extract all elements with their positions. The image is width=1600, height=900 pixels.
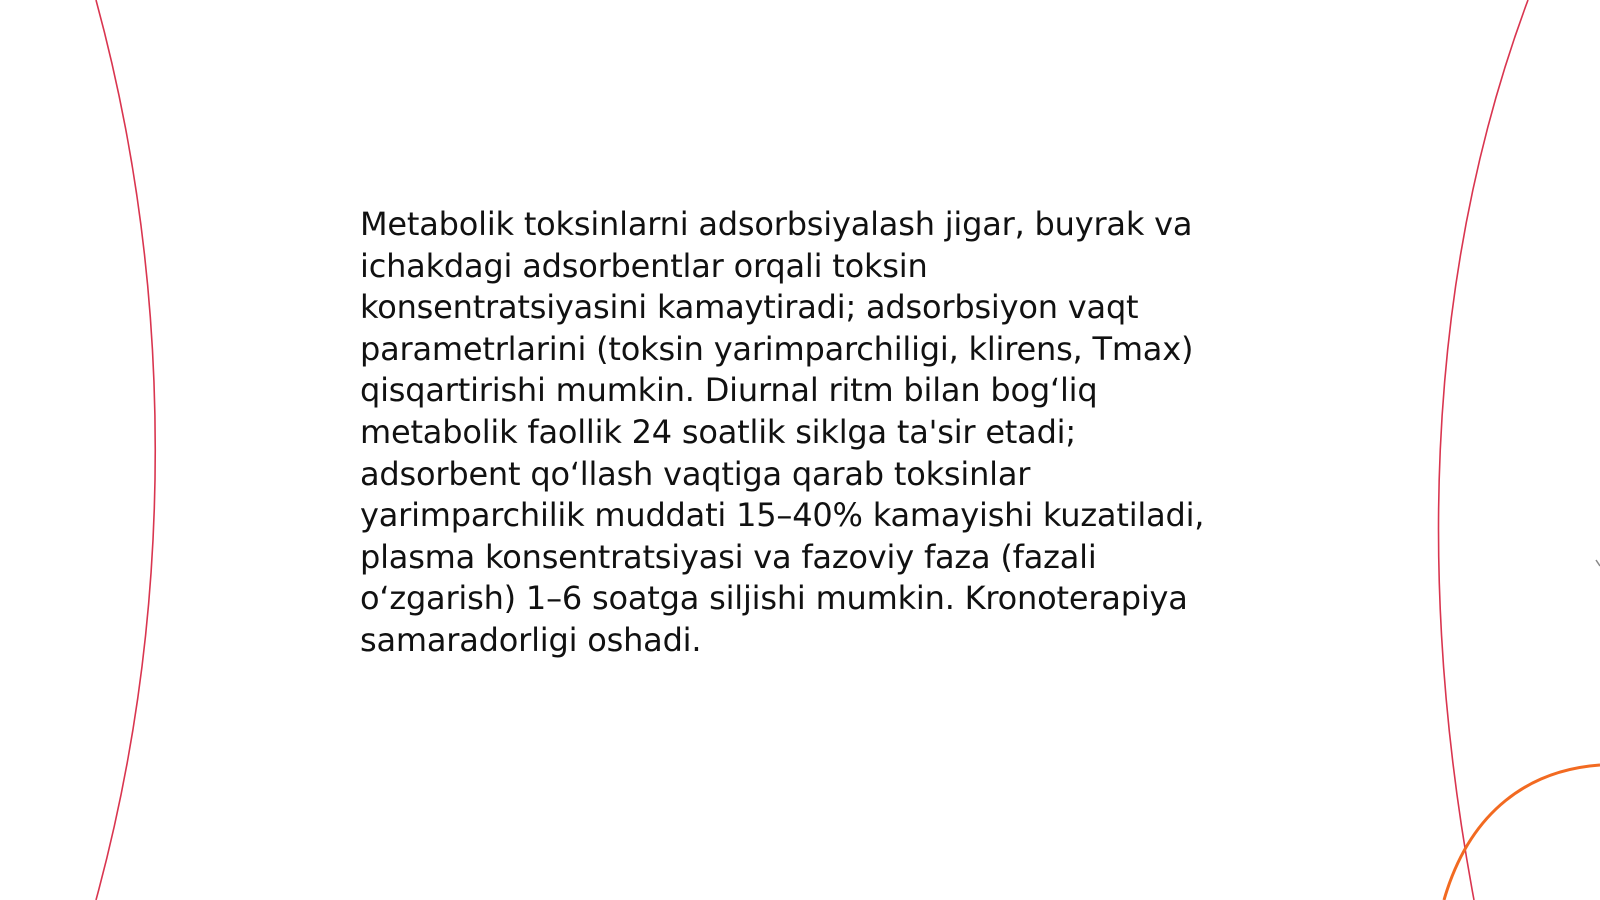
right-red-curve: [1439, 0, 1528, 900]
body-paragraph: Metabolik toksinlarni adsorbsiyalash jigar, buyrak va ichakdagi adsorbentlar orqali toksin konsentratsiyasini kamaytiradi; adsorbsiyon vaqt parametrlarini (toksin yarimparchiligi, klirens, Tmax) qisqartirishi mumkin. Diurnal ritm bilan bog‘liq metabolik faollik 24 soatlik siklga ta'sir etadi; adsorbent qo‘llash vaqtiga qarab toksinlar yarimparchilik muddati 15–40% kamayishi kuzatiladi, plasma konsentratsiyasi va fazoviy faza (fazali o‘zgarish) 1–6 soatga siljishi mumkin. Kronoterapiya samaradorligi oshadi.: [360, 205, 1205, 659]
left-red-curve: [96, 0, 155, 900]
right-orange-arc: [1444, 765, 1600, 900]
right-edge-tick: [1596, 560, 1600, 566]
